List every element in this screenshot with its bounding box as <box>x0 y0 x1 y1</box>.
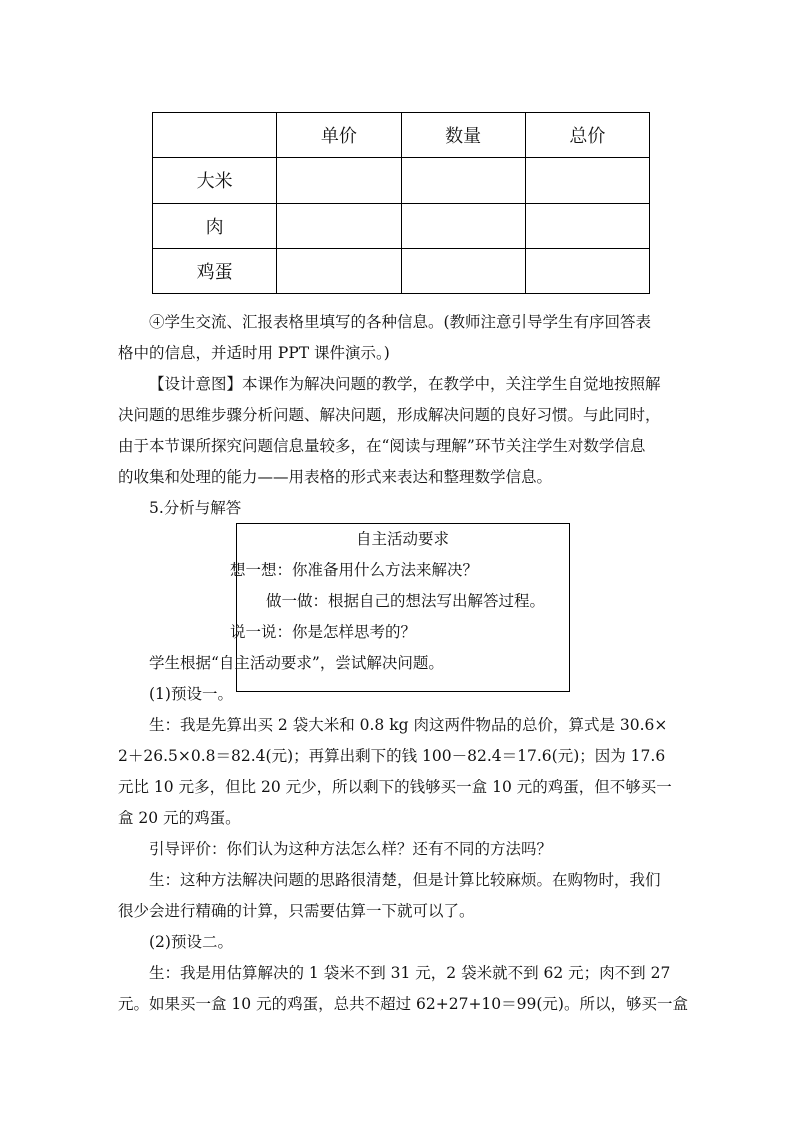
paragraph-line: 生：这种方法解决问题的思路很清楚，但是计算比较麻烦。在购物时，我们 <box>149 871 661 889</box>
paragraph-line: 格中的信息，并适时用 PPT 课件演示。) <box>118 344 390 362</box>
table-cell <box>401 203 525 248</box>
activity-think: 想一想：你准备用什么方法来解决？ <box>230 561 479 579</box>
info-table <box>152 112 650 294</box>
table-cell <box>277 158 401 203</box>
activity-title: 自主活动要求 <box>356 530 450 548</box>
activity-say: 说一说：你是怎样思考的？ <box>230 623 417 641</box>
preset-label: (1)预设一。 <box>149 685 233 703</box>
table-row <box>153 248 650 293</box>
design-intent-line: 决问题的思维步骤分析问题、解决问题，形成解决问题的良好习惯。与此同时， <box>118 406 661 424</box>
table-cell <box>525 248 649 293</box>
design-intent-line: 由于本节课所探究问题信息量较多，在“阅读与理解”环节关注学生对数学信息 <box>118 437 646 455</box>
row-label-meat: 肉 <box>153 203 277 248</box>
paragraph-line: 元比 10 元多，但比 20 元少，所以剩下的钱够买一盒 10 元的鸡蛋，但不够买一 <box>118 778 672 796</box>
paragraph-line: 生：我是先算出买 2 袋大米和 0.8 kg 肉这两件物品的总价，算式是 30.6× <box>149 716 668 734</box>
table-cell <box>277 248 401 293</box>
table-header-cell: 总价 <box>525 113 649 158</box>
paragraph-line: 生：我是用估算解决的 1 袋米不到 31 元，2 袋米就不到 62 元；肉不到 27 <box>149 964 671 982</box>
paragraph-line: 很少会进行精确的计算，只需要估算一下就可以了。 <box>118 902 475 920</box>
table-row <box>153 158 650 203</box>
paragraph-line: 盒 20 元的鸡蛋。 <box>118 809 241 827</box>
table-row <box>153 203 650 248</box>
paragraph-line: 引导评价：你们认为这种方法怎么样？还有不同的方法吗？ <box>149 840 553 858</box>
table-cell <box>401 158 525 203</box>
table-header-row <box>153 113 650 158</box>
activity-do: 做一做：根据自己的想法写出解答过程。 <box>266 592 546 610</box>
table-cell <box>277 203 401 248</box>
design-intent-line: 的收集和处理的能力——用表格的形式来表达和整理数学信息。 <box>118 468 553 486</box>
row-label-rice: 大米 <box>153 158 277 203</box>
paragraph-line: 学生根据“自主活动要求”，尝试解决问题。 <box>149 654 444 672</box>
table-cell <box>525 203 649 248</box>
paragraph-line: 2＋26.5×0.8＝82.4(元)；再算出剩下的钱 100－82.4＝17.6(元)；因为 17.6 <box>118 747 666 765</box>
table-header-cell <box>153 113 277 158</box>
row-label-eggs: 鸡蛋 <box>153 248 277 293</box>
table-cell <box>401 248 525 293</box>
table-header-cell: 单价 <box>277 113 401 158</box>
table-cell <box>525 158 649 203</box>
preset-label: (2)预设二。 <box>149 933 233 951</box>
design-intent-line: 【设计意图】本课作为解决问题的教学，在教学中，关注学生自觉地按照解 <box>149 375 661 393</box>
paragraph-line: ④学生交流、汇报表格里填写的各种信息。(教师注意引导学生有序回答表 <box>149 313 652 331</box>
paragraph-line: 元。如果买一盒 10 元的鸡蛋，总共不超过 62+27+10＝99(元)。所以，够买一盒 <box>118 995 688 1013</box>
section-heading: 5.分析与解答 <box>149 499 242 517</box>
table-header-cell: 数量 <box>401 113 525 158</box>
